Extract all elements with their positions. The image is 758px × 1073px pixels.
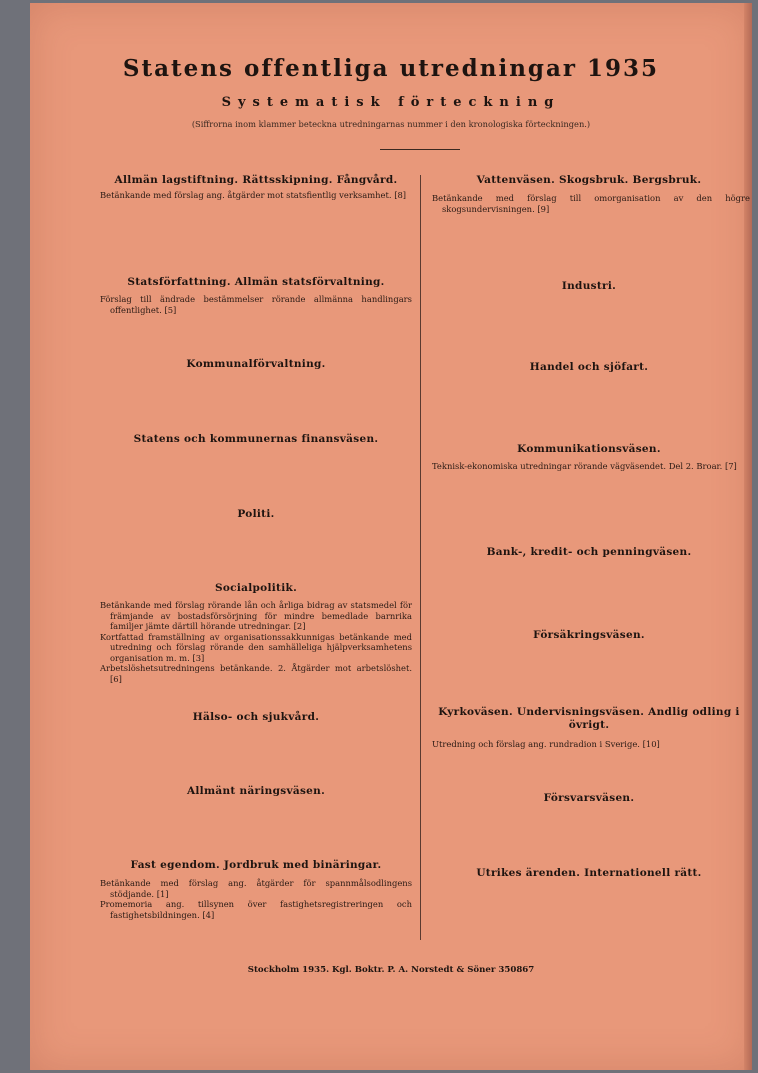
list-item: Promemoria ang. tillsynen över fastighetsregistreringen och fastighetsbildningen. [4] xyxy=(100,899,412,920)
document-page xyxy=(30,3,752,1070)
section-heading-utrikes: Utrikes ärenden. Internationell rätt. xyxy=(476,867,702,879)
section-heading-fast-egendom: Fast egendom. Jordbruk med binäringar. xyxy=(130,859,382,871)
section-entries-lagstiftning xyxy=(100,190,412,201)
section-heading-forsakringsvasen: Försäkringsväsen. xyxy=(533,629,645,641)
page-edge-shadow xyxy=(744,3,752,1070)
list-item: Förslag till ändrade bestämmelser rörande allmänna handlingars offentlighet. [5] xyxy=(100,294,412,315)
list-item: Betänkande med förslag ang. åtgärder mot statsfientlig verksamhet. [8] xyxy=(100,190,407,200)
section-entries-fast-egendom xyxy=(100,878,412,920)
section-heading-vattenvasen: Vattenväsen. Skogsbruk. Bergsbruk. xyxy=(476,174,702,186)
document-title: Statens offentliga utredningar 1935 xyxy=(122,55,660,82)
document-subtitle: Systematisk förteckning xyxy=(221,95,561,110)
section-entries-socialpolitik xyxy=(100,600,412,684)
section-heading-lagstiftning: Allmän lagstiftning. Rättsskipning. Fångvård. xyxy=(114,174,398,186)
section-heading-finansvasen: Statens och kommunernas finansväsen. xyxy=(133,433,379,445)
section-heading-naringsvasen: Allmänt näringsväsen. xyxy=(186,785,326,797)
section-heading-kommunikationsvasen: Kommunikationsväsen. xyxy=(517,443,661,455)
section-heading-forsvarsvasen: Försvarsväsen. xyxy=(543,792,635,804)
list-item: Betänkande med förslag ang. åtgärder för spannmålsodlingens stödjande. [1] xyxy=(100,878,412,899)
section-entries-kommunikationsvasen xyxy=(432,461,750,472)
list-item: Arbetslöshetsutredningens betänkande. 2. Åtgärder mot arbetslöshet. [6] xyxy=(100,663,412,684)
section-heading-kommunalforvaltning: Kommunalförvaltning. xyxy=(186,358,326,370)
section-heading-politi: Politi. xyxy=(237,508,275,520)
title-divider xyxy=(380,149,460,150)
section-heading-handel-sjofart: Handel och sjöfart. xyxy=(529,361,649,373)
list-item: Teknisk-ekonomiska utredningar rörande vägväsendet. Del 2. Broar. [7] xyxy=(432,461,737,471)
list-item: Betänkande med förslag rörande lån och årliga bidrag av statsmedel för främjande av bostadsförsörjning för mindre bemedlade barnrika familjer jämte därtill hörande utredningar. [2] xyxy=(100,600,412,631)
section-heading-industri: Industri. xyxy=(561,280,617,292)
list-item: Utredning och förslag ang. rundradion i Sverige. [10] xyxy=(432,739,660,749)
explanatory-note: (Siffrorna inom klammer beteckna utredningarnas nummer i den kronologiska förteckningen.) xyxy=(191,119,591,129)
section-heading-statsforfattning: Statsförfattning. Allmän statsförvaltning. xyxy=(127,276,385,288)
section-heading-socialpolitik: Socialpolitik. xyxy=(214,582,298,594)
section-heading-kyrkovasen: Kyrkoväsen. Undervisningsväsen. Andlig odling i övrigt. xyxy=(438,706,740,731)
list-item: Kortfattad framställning av organisationssakkunnigas betänkande med utredning och förslag rörande den samhälleliga hjälpverksamhetens organisation m. m. [3] xyxy=(100,631,412,663)
list-item: Betänkande med förslag till omorganisation av den högre skogsundervisningen. [9] xyxy=(432,193,750,214)
section-entries-statsforfattning xyxy=(100,294,412,315)
section-heading-halso-sjukvard: Hälso- och sjukvård. xyxy=(192,711,320,723)
section-entries-kyrkovasen xyxy=(432,739,750,750)
section-entries-vattenvasen xyxy=(432,193,750,214)
section-heading-bankvasen: Bank-, kredit- och penningväsen. xyxy=(486,546,692,558)
printer-imprint: Stockholm 1935. Kgl. Boktr. P. A. Norstedt & Söner 350867 xyxy=(247,965,535,975)
column-divider xyxy=(420,175,421,940)
